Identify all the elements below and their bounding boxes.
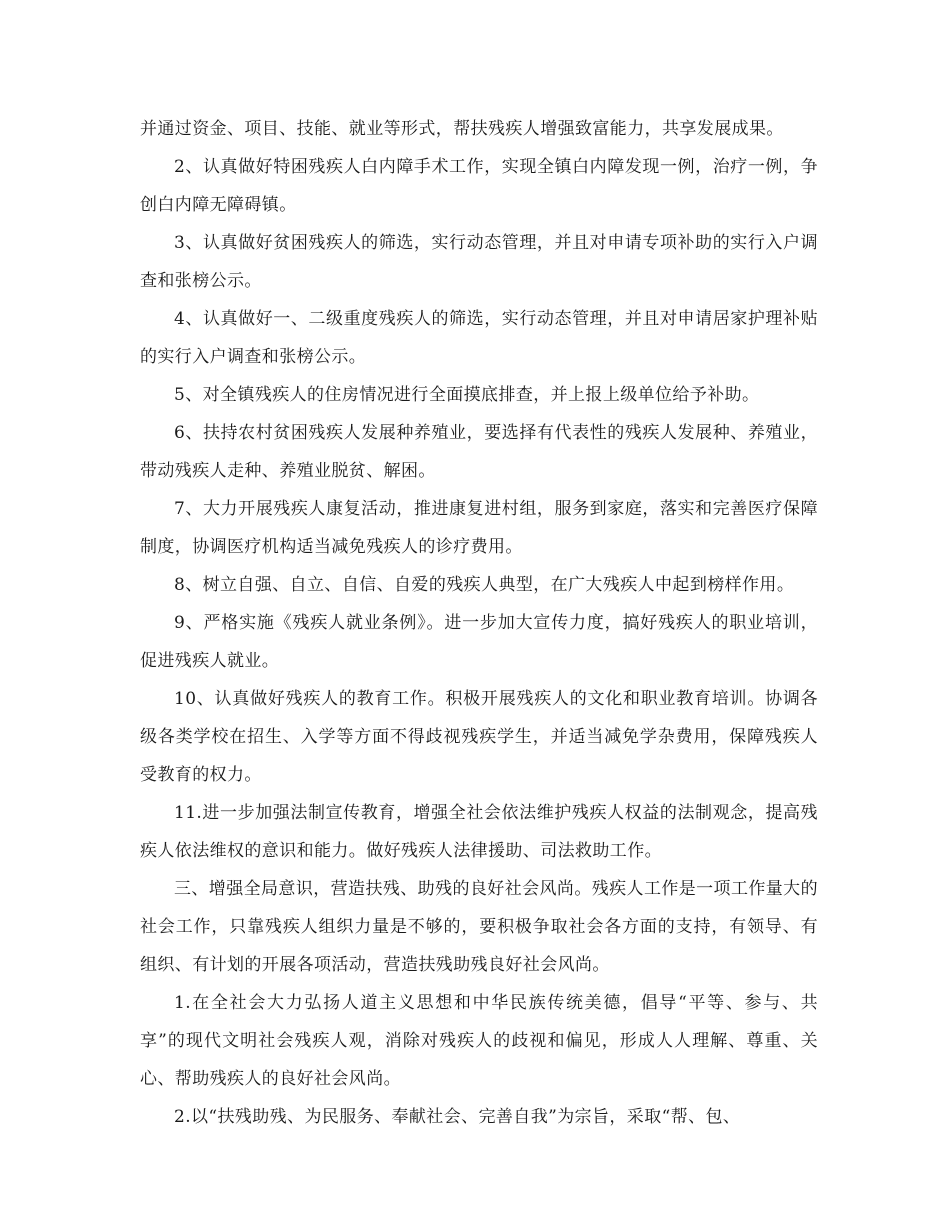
paragraph: 4、认真做好一、二级重度残疾人的筛选，实行动态管理，并且对申请居家护理补贴的实行入户调查和张榜公示。 (140, 309, 818, 367)
paragraph: 7、大力开展残疾人康复活动，推进康复进村组，服务到家庭，落实和完善医疗保障制度，协调医疗机构适当减免残疾人的诊疗费用。 (140, 499, 818, 557)
paragraph: 5、对全镇残疾人的住房情况进行全面摸底排查，并上报上级单位给予补助。 (174, 385, 760, 405)
paragraph: 2、认真做好特困残疾人白内障手术工作，实现全镇白内障发现一例，治疗一例，争创白内障无障碍镇。 (140, 157, 818, 215)
paragraph: 11.进一步加强法制宣传教育，增强全社会依法维护残疾人权益的法制观念，提高残疾人依法维权的意识和能力。做好残疾人法律援助、司法救助工作。 (140, 803, 818, 861)
paragraph: 9、严格实施《残疾人就业条例》。进一步加大宣传力度，搞好残疾人的职业培训，促进残疾人就业。 (140, 613, 818, 671)
paragraph: 并通过资金、项目、技能、就业等形式，帮扶残疾人增强致富能力，共享发展成果。 (140, 119, 784, 139)
paragraph: 6、扶持农村贫困残疾人发展种养殖业，要选择有代表性的残疾人发展种、养殖业，带动残疾人走种、养殖业脱贫、解困。 (140, 423, 818, 481)
paragraph: 2.以“扶残助残、为民服务、奉献社会、完善自我”为宗旨，采取“帮、包、 (174, 1107, 741, 1127)
paragraph: 1.在全社会大力弘扬人道主义思想和中华民族传统美德，倡导“平等、参与、共享”的现代文明社会残疾人观，消除对残疾人的歧视和偏见，形成人人理解、尊重、关心、帮助残疾人的良好社会风尚。 (140, 993, 818, 1089)
paragraph: 三、增强全局意识，营造扶残、助残的良好社会风尚。残疾人工作是一项工作量大的社会工作，只靠残疾人组织力量是不够的，要积极争取社会各方面的支持，有领导、有组织、有计划的开展各项活动，营造扶残助残良好社会风尚。 (140, 879, 818, 975)
paragraph: 10、认真做好残疾人的教育工作。积极开展残疾人的文化和职业教育培训。协调各级各类学校在招生、入学等方面不得歧视残疾学生，并适当减免学杂费用，保障残疾人受教育的权力。 (140, 689, 818, 785)
paragraph: 8、树立自强、自立、自信、自爱的残疾人典型，在广大残疾人中起到榜样作用。 (174, 575, 795, 595)
document-body (140, 110, 818, 1136)
paragraph: 3、认真做好贫困残疾人的筛选，实行动态管理，并且对申请专项补助的实行入户调查和张榜公示。 (140, 233, 818, 291)
